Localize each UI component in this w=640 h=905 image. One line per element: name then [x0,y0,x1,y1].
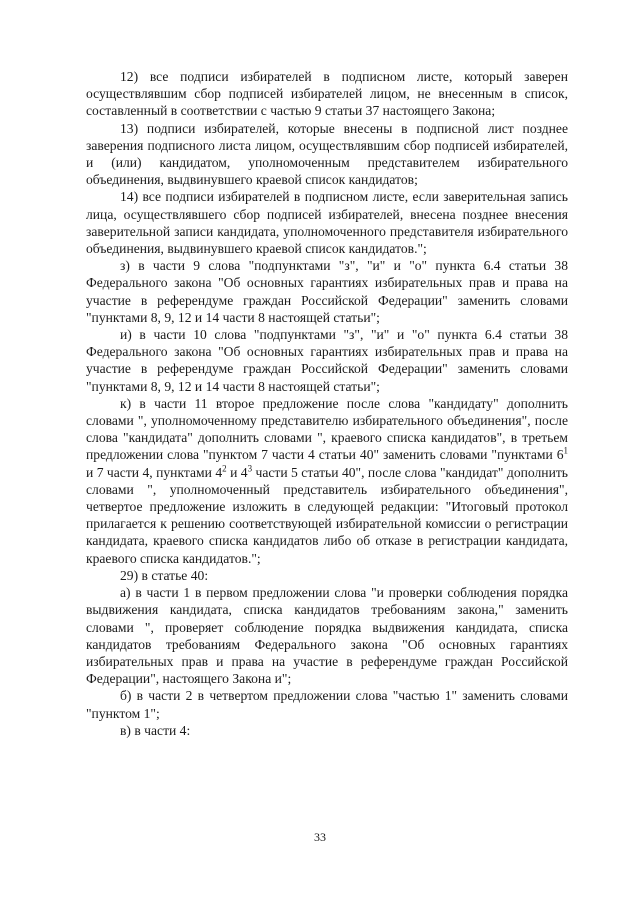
paragraph-item-v: в) в части 4: [120,722,191,738]
paragraph-item-12: 12) все подписи избирателей в подписном листе, который заверен осуществлявшим сбор подписей избирателей лицом, не внесенным в список, составленный в соответствии с частью 9 статьи 37 настоящего Закона; [86,69,568,119]
paragraph-item-i: и) в части 10 слова "подпунктами "з", "и" и "о" пункта 6.4 статьи 38 Федерального закона "Об основных гарантиях избирательных прав и права на участие в референдуме граждан Российской Федерации" заменить словами "пунктами 8, 9, 12 и 14 части 8 настоящей статьи"; [86,327,568,394]
paragraph-k-text-4: части 5 статьи 40", после слова "кандидат" дополнить словами ", уполномоченный представитель избирательного объединения", четвертое предложение изложить в следующей редакции: "Итоговый протокол прилагается к решению соответствующей избирательной комиссии о регистрации кандидата, краевого списка кандидатов либо об отказе в регистрации кандидата, краевого списка кандидатов."; [86,464,568,566]
paragraph-item-k [86,395,568,567]
page-number: 33 [314,830,326,844]
superscript-3: 3 [247,463,253,474]
superscript-1: 1 [563,445,568,456]
paragraph-k-text-1: к) в части 11 второе предложение после слова "кандидату" дополнить словами ", уполномоченному представителю избирательного объединения", после слова "кандидата" дополнить словами ", краевого списка кандидатов", в третьем предложении слова "пунктом 7 части 4 статьи 40" заменить словами "пунктами 6 [86,395,568,463]
article-heading-29: 29) в статье 40: [120,567,209,583]
paragraph-k-text-3: и 4 [226,464,248,480]
paragraph-item-b: б) в части 2 в четвертом предложении слова "частью 1" заменить словами "пунктом 1"; [86,688,568,721]
paragraph-item-14: 14) все подписи избирателей в подписном листе, если заверительная запись лица, осуществлявшего сбор подписей избирателей, внесена позднее внесения заверительной записи кандидата, уполномоченного представителя избирательного объединения, выдвинувшего краевой список кандидатов."; [86,189,568,257]
paragraph-item-a: а) в части 1 в первом предложении слова "и проверки соблюдения порядка выдвижения кандидата, списка кандидатов требованиям закона," заменить словами ", проверяет соблюдение порядка выдвижения кандидата, списка кандидатов требованиям Федерального закона "Об основных гарантиях избирательных прав и права на участие в референдуме граждан Российской Федерации", настоящего Закона и"; [86,585,568,687]
superscript-2: 2 [222,463,227,474]
paragraph-item-13: 13) подписи избирателей, которые внесены в подписной лист позднее заверения подписного листа лицом, осуществлявшим сбор подписей избирателей, и (или) кандидатом, уполномоченным представителем избирательного объединения, выдвинувшего краевой список кандидатов; [86,120,568,188]
paragraph-item-z: з) в части 9 слова "подпунктами "з", "и" и "о" пункта 6.4 статьи 38 Федерального закона "Об основных гарантиях избирательных прав и права на участие в референдуме граждан Российской Федерации" заменить словами "пунктами 8, 9, 12 и 14 части 8 настоящей статьи"; [86,258,568,325]
document-body [86,68,568,739]
paragraph-k-text-2: и 7 части 4, пунктами 4 [86,464,223,480]
